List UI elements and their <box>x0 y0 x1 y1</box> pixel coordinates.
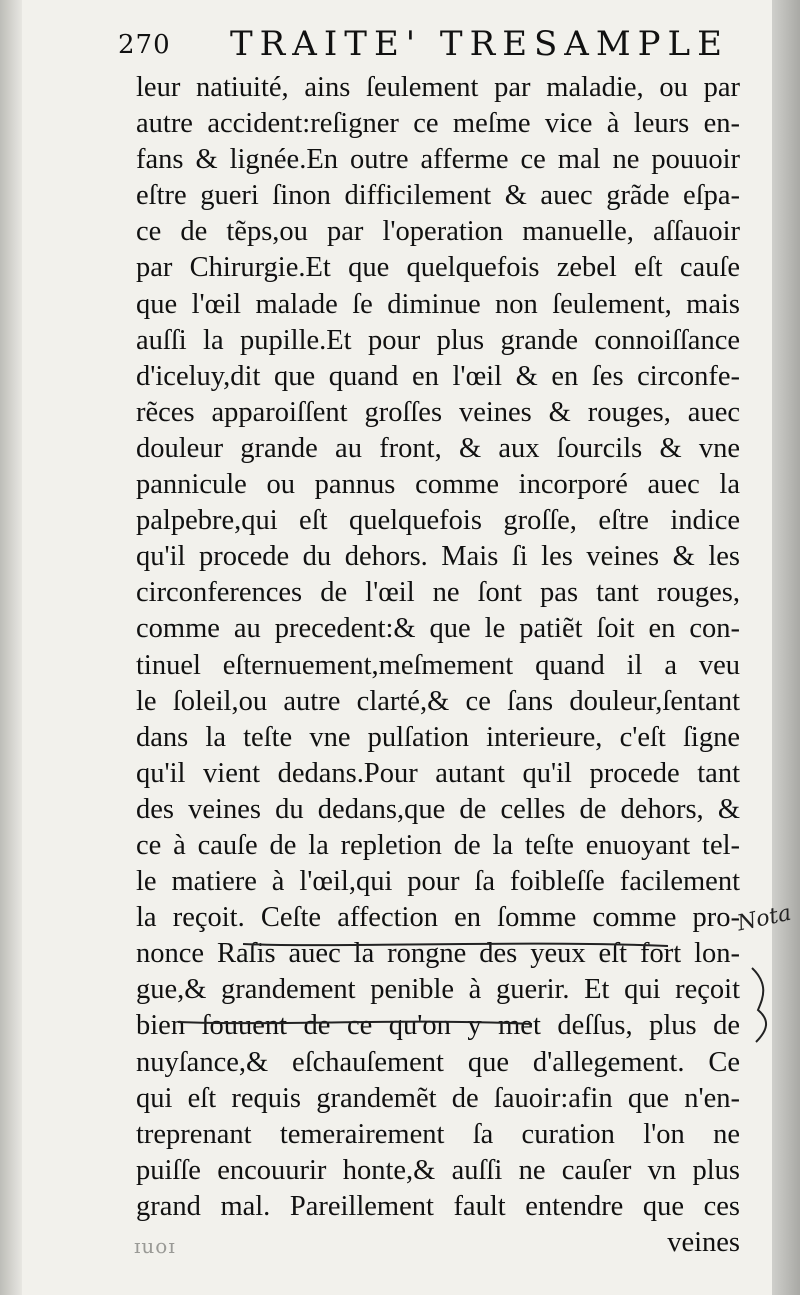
text-line: eſtre gueri ſinon difficilement & auec grãde eſpa- <box>136 180 740 212</box>
text-line: ce de tẽps,ou par l'operation manuelle, aſſauoir <box>136 216 740 248</box>
text-line: bien ſouuent de ce qu'on y met deſſus, plus de <box>136 1010 740 1042</box>
text-line: d'iceluy,dit que quand en l'œil & en ſes circonfe- <box>136 360 740 392</box>
text-line: auſſi la pupille.Et pour plus grande connoiſſance <box>136 324 740 356</box>
text-line: treprenant temerairement ſa curation l'on ne <box>136 1118 740 1150</box>
text-line: la reçoit. Ceſte affection en ſomme comme pro- <box>136 902 740 934</box>
text-line: par Chirurgie.Et que quelquefois zebel eſt cauſe <box>136 252 740 284</box>
text-line: pannicule ou pannus comme incorporé auec la <box>136 469 740 501</box>
text-line: qui eſt requis grandemẽt de ſauoir:afin que n'en- <box>136 1082 740 1114</box>
text-line: palpebre,qui eſt quelquefois groſſe, eſtre indice <box>136 505 740 537</box>
text-line: nuyſance,& eſchauſement que d'allegement. Ce <box>136 1046 740 1078</box>
text-line: que l'œil malade ſe diminue non ſeulement, mais <box>136 288 740 320</box>
text-line: rẽces apparoiſſent groſſes veines & rouges, auec <box>136 396 740 428</box>
text-line: ce à cauſe de la repletion de la teſte enuoyant tel- <box>136 829 740 861</box>
text-line: grand mal. Pareillement fault entendre que ces <box>136 1190 740 1222</box>
text-line: fans & lignée.En outre afferme ce mal ne pouuoir <box>136 144 740 176</box>
page-edge <box>772 0 800 1295</box>
text-line: autre accident:reſigner ce meſme vice à leurs en- <box>136 108 740 140</box>
gutter-shadow <box>0 0 22 1295</box>
text-line: gue,& grandement penible à guerir. Et qui reçoit <box>136 974 740 1006</box>
margin-note: Nota <box>735 900 794 937</box>
text-line: circonferences de l'œil ne ſont pas tant rouges, <box>136 577 740 609</box>
text-line: qu'il procede du dehors. Mais ſi les veines & les <box>136 541 740 573</box>
page-number: 270 <box>118 30 171 60</box>
running-head <box>118 24 729 68</box>
text-line: dans la teſte vne pulſation interieure, c'eſt ſigne <box>136 721 740 753</box>
show-through-mark: ɪuoɪ <box>134 1234 176 1258</box>
text-line: qu'il vient dedans.Pour autant qu'il procede tant <box>136 757 740 789</box>
text-line: douleur grande au front, & aux ſourcils & vne <box>136 432 740 464</box>
catchword: veines <box>667 1227 740 1258</box>
body-text <box>136 70 740 1261</box>
text-line: le matiere à l'œil,qui pour ſa foibleſſe facilement <box>136 866 740 898</box>
text-line: nonce Raſis auec la rongne des yeux eſt fort lon- <box>136 938 740 970</box>
text-line: puiſſe encouurir honte,& auſſi ne cauſer vn plus <box>136 1154 740 1186</box>
running-title: TRAITE' TRESAMPLE <box>230 24 729 64</box>
text-line: leur natiuité, ains ſeulement par maladie, ou par <box>136 72 740 103</box>
text-line: tinuel eſternuement,meſmement quand il a veu <box>136 649 740 681</box>
text-line: comme au precedent:& que le patiẽt ſoit en con- <box>136 613 740 645</box>
text-line: le ſoleil,ou autre clarté,& ce ſans douleur,ſentant <box>136 685 740 717</box>
text-line: des veines du dedans,que de celles de dehors, & <box>136 793 740 825</box>
